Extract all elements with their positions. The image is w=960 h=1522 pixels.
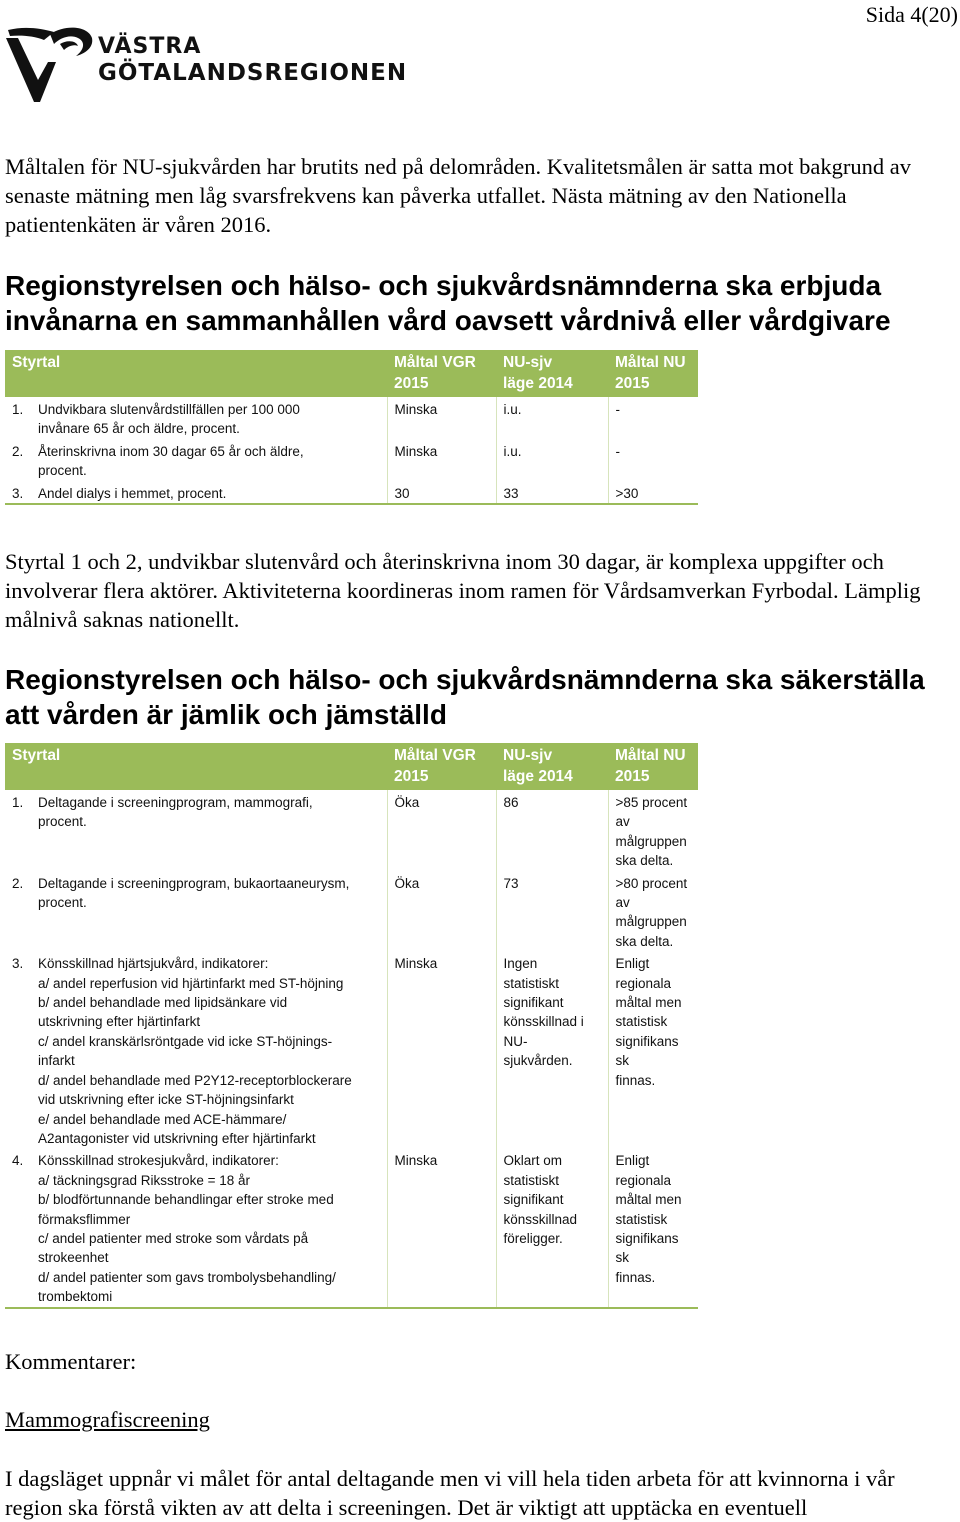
maltal-nu-cell: Enligt regionala måltal men statistisk signifikans sk finnas. (608, 1148, 698, 1307)
section1-table (5, 350, 698, 505)
maltal-vgr-cell: Öka (387, 871, 496, 952)
intro-paragraph: Måltalen för NU-sjukvården har brutits ned på delområden. Kvalitetsmålen är satta mot bakgrund av senaste mätning men låg svarsfrekvens kan påverka utfallet. Nästa mätning av den Nationella patientenkäten är våren 2016. (5, 154, 911, 237)
maltal-vgr-cell: 30 (387, 481, 496, 504)
row-number: 1. (12, 795, 24, 810)
page-number: Sida 4(20) (865, 2, 958, 27)
table-header-row (5, 350, 698, 397)
row-number: 2. (12, 443, 24, 459)
maltal-vgr-cell: Minska (387, 951, 496, 1148)
col-header-styrtal: Styrtal (5, 743, 387, 790)
nu-sjv-cell: 86 (496, 790, 608, 871)
maltal-vgr-cell: Minska (387, 397, 496, 439)
row-number: 1. (12, 402, 24, 417)
table-row (5, 397, 698, 439)
maltal-vgr-cell: Minska (387, 1148, 496, 1307)
styrtal-text: Deltagande i screeningprogram, mammografi, procent. (38, 795, 313, 830)
styrtal-text: Undvikbara slutenvårdstillfällen per 100 000 invånare 65 år och äldre, procent. (38, 402, 300, 437)
table-header-row (5, 743, 698, 790)
maltal-nu-cell: >80 procent av målgruppen ska delta. (608, 871, 698, 952)
vgr-logo-mark-icon (4, 22, 96, 106)
col-header-nu-sjv: NU-sjv läge 2014 (496, 743, 608, 790)
mammography-subheading-text: Mammografiscreening (5, 1407, 210, 1432)
section1-comment: Styrtal 1 och 2, undvikbar slutenvård och återinskrivna inom 30 dagar, är komplexa uppgifter och involverar flera aktörer. Aktiviteterna koordineras inom ramen för Vårdsamverkan Fyrbodal. Lämplig målnivå saknas nationellt. (5, 549, 921, 632)
comments-label: Kommentarer: (5, 1349, 137, 1374)
styrtal-cell (5, 951, 387, 1148)
col-header-maltal-nu: Måltal NU 2015 (608, 350, 698, 397)
maltal-nu-cell: - (608, 439, 698, 481)
row-number: 2. (12, 875, 24, 891)
logo-text-vastra: VÄSTRA (98, 34, 202, 59)
maltal-nu-cell: >85 procent av målgruppen ska delta. (608, 790, 698, 871)
nu-sjv-cell: i.u. (496, 439, 608, 481)
styrtal-text: Könsskillnad strokesjukvård, indikatorer: a/ täckningsgrad Riksstroke = 18 år b/ blodförtunnande behandlingar efter stroke med förmaksflimmer c/ andel patienter med stroke som vårdats på strokeenhet d/ andel patienter som gavs trombolysbehandling/ trombektomi (38, 1153, 336, 1305)
vgr-logo (4, 22, 408, 106)
maltal-nu-cell: Enligt regionala måltal men statistisk signifikans sk finnas. (608, 951, 698, 1148)
styrtal-text: Könsskillnad hjärtsjukvård, indikatorer: a/ andel reperfusion vid hjärtinfarkt med ST-höjning b/ andel behandlade med lipidsänkare vid utskrivning efter hjärtinfarkt c/ andel kranskärlsröntgade vid icke ST-höjnings- infarkt d/ andel behandlade med P2Y12-receptorblockerare vid utskrivning efter icke ST-höjningsinfarkt e/ andel behandlade med ACE-hämmare/ A2antagonister vid utskrivning efter hjärtinfarkt (38, 956, 352, 1146)
maltal-vgr-cell: Öka (387, 790, 496, 871)
mammography-paragraph: I dagsläget uppnår vi målet för antal deltagande men vi vill hela tiden arbeta för att kvinnorna i vår region ska förstå vikten av att delta i screeningen. Det är viktigt att upptäcka en eventuell (5, 1466, 895, 1520)
styrtal-cell (5, 439, 387, 481)
maltal-vgr-cell: Minska (387, 439, 496, 481)
styrtal-cell (5, 871, 387, 952)
styrtal-cell (5, 397, 387, 439)
maltal-nu-cell: >30 (608, 481, 698, 504)
nu-sjv-cell: Oklart om statistiskt signifikant könsskillnad föreligger. (496, 1148, 608, 1307)
table-row (5, 481, 698, 504)
nu-sjv-cell: i.u. (496, 397, 608, 439)
mammography-subheading (5, 1405, 955, 1434)
nu-sjv-cell: 73 (496, 871, 608, 952)
styrtal-text: Deltagande i screeningprogram, bukaortaaneurysm, procent. (38, 875, 350, 911)
section2-table (5, 743, 698, 1309)
col-header-nu-sjv: NU-sjv läge 2014 (496, 350, 608, 397)
table-row (5, 790, 698, 871)
table-row (5, 439, 698, 481)
styrtal-text: Andel dialys i hemmet, procent. (38, 485, 227, 501)
table-row (5, 871, 698, 952)
nu-sjv-cell: 33 (496, 481, 608, 504)
col-header-maltal-vgr: Måltal VGR 2015 (387, 743, 496, 790)
styrtal-cell (5, 481, 387, 504)
row-number: 3. (12, 485, 24, 501)
styrtal-text: Återinskrivna inom 30 dagar 65 år och äldre, procent. (38, 443, 304, 479)
table-row (5, 951, 698, 1148)
maltal-nu-cell: - (608, 397, 698, 439)
nu-sjv-cell: Ingen statistiskt signifikant könsskillnad i NU- sjukvården. (496, 951, 608, 1148)
section2-heading: Regionstyrelsen och hälso- och sjukvårdsnämnderna ska säkerställa att vården är jämlik och jämställd (5, 664, 925, 730)
row-number: 4. (12, 1153, 24, 1169)
col-header-maltal-nu: Måltal NU 2015 (608, 743, 698, 790)
col-header-styrtal: Styrtal (5, 350, 387, 397)
logo-text-gotalandsregionen: GÖTALANDSREGIONEN (98, 60, 408, 86)
styrtal-cell (5, 1148, 387, 1307)
table-row (5, 1148, 698, 1307)
section1-heading: Regionstyrelsen och hälso- och sjukvårdsnämnderna ska erbjuda invånarna en sammanhållen vård oavsett vårdnivå eller vårdgivare (5, 270, 891, 336)
styrtal-cell (5, 790, 387, 871)
row-number: 3. (12, 956, 24, 972)
col-header-maltal-vgr: Måltal VGR 2015 (387, 350, 496, 397)
